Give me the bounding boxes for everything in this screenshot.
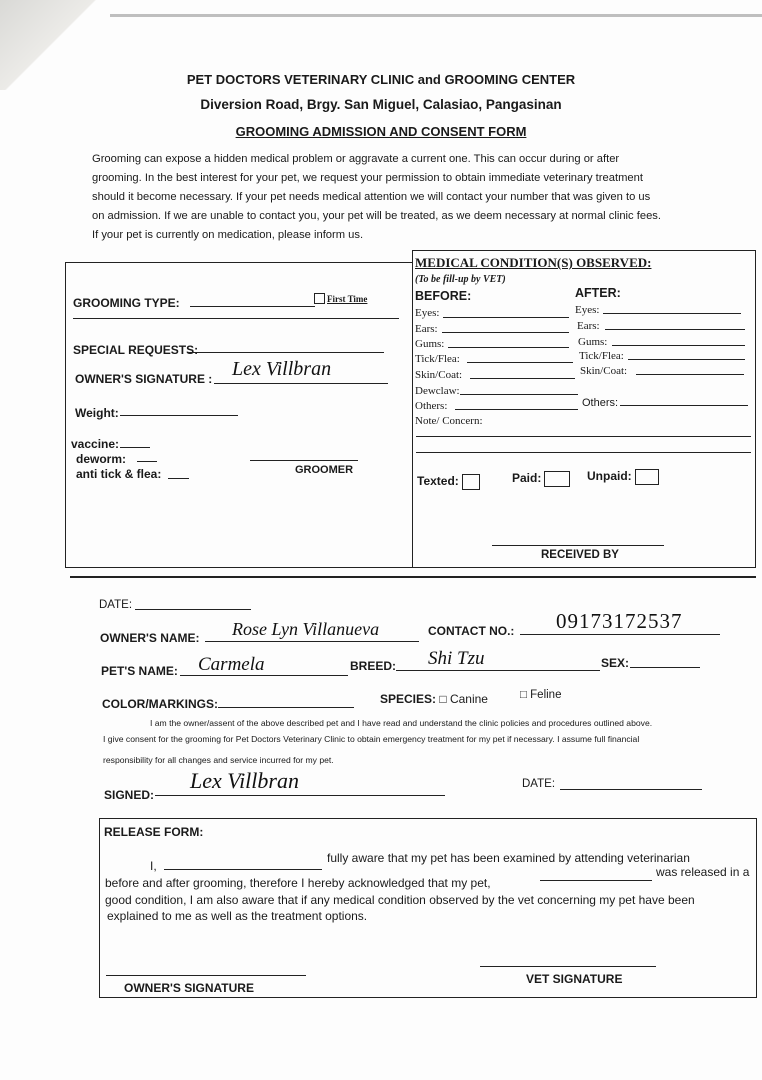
received-by-field[interactable] — [492, 545, 664, 546]
deworm-field[interactable] — [137, 461, 157, 462]
owner-signature-handwriting: Lex Villbran — [232, 358, 332, 380]
after-gums-field[interactable] — [612, 345, 745, 346]
color-field[interactable] — [218, 707, 354, 708]
after-gums-label: Gums: — [578, 336, 608, 348]
after-others-field[interactable] — [620, 405, 748, 406]
before-tickflea-label: Tick/Flea: — [415, 353, 460, 365]
clinic-name: PET DOCTORS VETERINARY CLINIC and GROOMING CENTER — [186, 72, 576, 87]
intro-line: on admission. If we are unable to contact you, your pet will be treated, as we deem necessary at normal clinic fees. — [92, 210, 661, 222]
signed-label: SIGNED: — [104, 788, 155, 802]
after-eyes-label: Eyes: — [575, 304, 600, 316]
before-skincoat-label: Skin/Coat: — [415, 369, 463, 381]
consent-date-field[interactable] — [560, 789, 702, 790]
release-form-title: RELEASE FORM: — [104, 825, 204, 839]
release-owner-name-field[interactable] — [164, 869, 322, 870]
texted-text: Texted: — [417, 474, 459, 489]
after-tickflea-label: Tick/Flea: — [579, 350, 624, 362]
before-others-field[interactable] — [455, 409, 578, 410]
grooming-type-label: GROOMING TYPE: — [73, 296, 180, 310]
before-others-label: Others: — [415, 400, 448, 412]
after-eyes-field[interactable] — [603, 313, 741, 314]
section-divider — [70, 576, 756, 578]
note-concern-label: Note/ Concern: — [415, 415, 483, 427]
owner-signature-field[interactable] — [214, 383, 388, 384]
pet-name-label: PET'S NAME: — [101, 664, 178, 678]
breed-handwriting: Shi Tzu — [428, 648, 485, 669]
consent-date-label: DATE: — [522, 778, 556, 790]
form-title: GROOMING ADMISSION AND CONSENT FORM — [235, 124, 527, 139]
note-line-2[interactable] — [416, 452, 751, 453]
before-dewclaw-field[interactable] — [460, 394, 578, 395]
clinic-address: Diversion Road, Brgy. San Miguel, Calasiao, Pangasinan — [200, 97, 562, 112]
intro-line: grooming. In the best interest for your pet, we request your permission to obtain immediate veterinary treatment — [92, 172, 643, 184]
medical-condition-title: MEDICAL CONDITION(S) OBSERVED: — [415, 255, 652, 270]
after-skincoat-field[interactable] — [636, 374, 744, 375]
before-eyes-field[interactable] — [443, 317, 569, 318]
contact-label: CONTACT NO.: — [428, 624, 515, 638]
intro-line: Grooming can expose a hidden medical problem or aggravate a current one. This can occur during or after — [92, 153, 620, 165]
first-time-label: First Time — [327, 294, 368, 304]
owner-signature-label: OWNER'S SIGNATURE : — [75, 372, 213, 386]
sex-label: SEX: — [601, 656, 630, 670]
after-tickflea-field[interactable] — [628, 359, 745, 360]
paid-label — [512, 471, 570, 487]
page-top-edge — [110, 14, 762, 17]
intro-paragraph — [92, 150, 698, 245]
date-label: DATE: — [99, 599, 133, 611]
groomer-signature-field[interactable] — [250, 460, 358, 461]
species-text: SPECIES: — [380, 692, 437, 706]
consent-line: I give consent for the grooming for Pet Doctors Veterinary Clinic to obtain emergency treatment for my pet if necessary. I assume full financial — [103, 734, 640, 744]
signed-handwriting: Lex Villbran — [190, 768, 299, 793]
owner-name-field[interactable] — [205, 641, 419, 642]
weight-field[interactable] — [120, 415, 238, 416]
release-line-4: explained to me as well as the treatment options. — [107, 909, 368, 923]
special-requests-label: SPECIAL REQUESTS: — [73, 343, 199, 357]
after-others-label: Others: — [582, 397, 619, 409]
unpaid-text: Unpaid: — [587, 469, 632, 484]
after-ears-field[interactable] — [605, 329, 745, 330]
color-label: COLOR/MARKINGS: — [102, 697, 218, 711]
after-skincoat-label: Skin/Coat: — [580, 365, 628, 377]
intro-line: If your pet is currently on medication, please inform us. — [92, 229, 364, 241]
before-ears-label: Ears: — [415, 323, 438, 335]
vaccine-field[interactable] — [120, 447, 150, 448]
weight-label: Weight: — [75, 406, 119, 420]
special-requests-field[interactable] — [188, 352, 384, 353]
groomer-label: GROOMER — [295, 464, 354, 476]
release-line-1b: fully aware that my pet has been examined by attending veterinarian — [327, 851, 690, 865]
signed-field[interactable] — [155, 795, 445, 796]
first-time-checkbox[interactable] — [314, 293, 325, 304]
release-form-box — [99, 818, 757, 998]
before-skincoat-field[interactable] — [470, 378, 575, 379]
texted-checkbox[interactable] — [462, 474, 480, 490]
unpaid-label — [587, 469, 659, 485]
canine-text: Canine — [449, 692, 488, 706]
pet-name-handwriting: Carmela — [198, 654, 265, 675]
sex-field[interactable] — [630, 667, 700, 668]
paid-text: Paid: — [512, 471, 542, 486]
vet-signature-label: VET SIGNATURE — [526, 972, 623, 986]
breed-label: BREED: — [350, 659, 397, 673]
release-line-1a: I, — [150, 859, 157, 873]
anti-tick-label: anti tick & flea: — [76, 467, 162, 481]
before-ears-field[interactable] — [442, 332, 569, 333]
intro-line: should it become necessary. If your pet needs medical attention we will contact your number that was given to us — [92, 191, 651, 203]
owner-name-label: OWNER'S NAME: — [100, 631, 200, 645]
feline-option[interactable]: □ Feline — [520, 689, 562, 701]
before-eyes-label: Eyes: — [415, 307, 440, 319]
before-dewclaw-label: Dewclaw: — [415, 385, 460, 397]
note-line-1[interactable] — [416, 436, 751, 437]
before-heading: BEFORE: — [415, 289, 472, 303]
breed-field[interactable] — [396, 670, 600, 671]
contact-field[interactable] — [520, 634, 720, 635]
canine-option[interactable]: □ Canine — [439, 692, 488, 706]
owner-signature-release-label: OWNER'S SIGNATURE — [124, 981, 254, 995]
vet-signature-field[interactable] — [480, 966, 656, 967]
texted-label — [417, 474, 480, 490]
unpaid-checkbox[interactable] — [635, 469, 659, 485]
after-heading: AFTER: — [575, 286, 621, 300]
pet-name-field[interactable] — [180, 675, 348, 676]
consent-line: responsibility for all changes and service incurred for my pet. — [103, 755, 334, 765]
vaccine-label: vaccine: — [71, 437, 120, 451]
paid-checkbox[interactable] — [544, 471, 570, 487]
before-gums-label: Gums: — [415, 338, 445, 350]
release-pet-name-field[interactable] — [540, 880, 652, 881]
contact-handwriting: 09173172537 — [556, 609, 683, 633]
owner-name-handwriting: Rose Lyn Villanueva — [232, 619, 380, 639]
owner-signature-release-field[interactable] — [106, 975, 306, 976]
date-field[interactable] — [135, 609, 251, 610]
feline-text: Feline — [530, 689, 562, 701]
before-tickflea-field[interactable] — [467, 362, 573, 363]
anti-tick-field[interactable] — [168, 478, 189, 479]
deworm-label: deworm: — [76, 452, 127, 466]
vet-fill-note: (To be fill-up by VET) — [415, 274, 506, 285]
species-label — [380, 692, 488, 706]
consent-line: I am the owner/assent of the above described pet and I have read and understand the clinic policies and procedures outlined above. — [150, 718, 653, 728]
release-line-3: good condition, I am also aware that if any medical condition observed by the vet concerning my pet have been — [105, 893, 695, 907]
received-by-label: RECEIVED BY — [541, 549, 619, 561]
release-line-2a: before and after grooming, therefore I hereby acknowledged that my pet, — [105, 876, 491, 890]
grooming-type-extra-line[interactable] — [73, 318, 399, 319]
grooming-type-field[interactable] — [190, 306, 315, 307]
release-line-2b: was released in a — [656, 865, 750, 879]
before-gums-field[interactable] — [448, 347, 569, 348]
after-ears-label: Ears: — [577, 320, 600, 332]
